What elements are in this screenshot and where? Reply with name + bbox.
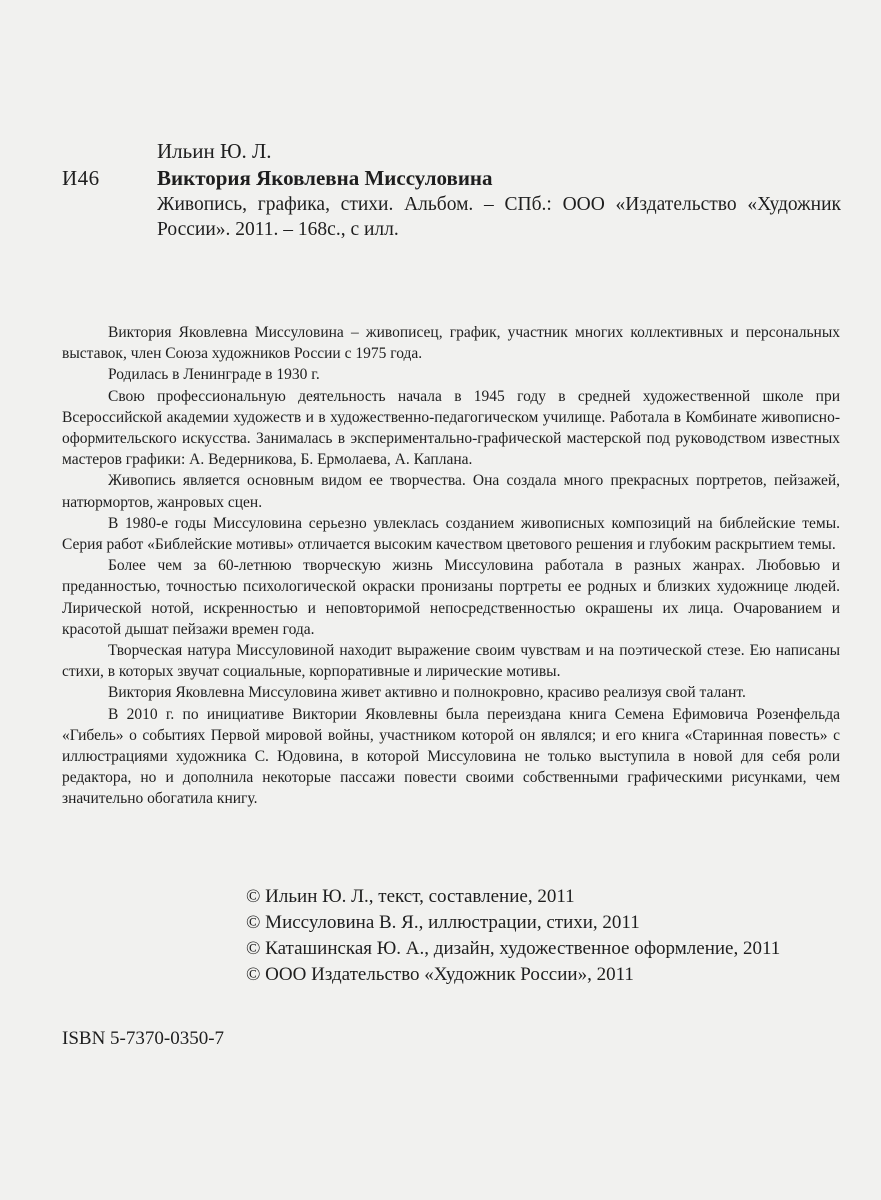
copyright-line: © Ильин Ю. Л., текст, составление, 2011: [246, 886, 575, 907]
paragraph: Виктория Яковлевна Миссуловина – живописец, график, участник многих коллективных и персональных выставок, член Союза художников России с 1975 года.: [62, 324, 840, 363]
title-row: [62, 164, 852, 192]
bibliographic-record: [62, 138, 852, 242]
paragraph: Родилась в Ленинграде в 1930 г.: [108, 366, 320, 384]
copyright-line: © Каташинская Ю. А., дизайн, художественное оформление, 2011: [246, 938, 781, 959]
paragraph: Свою профессиональную деятельность начала в 1945 году в средней художественной школе при Всероссийской академии художеств и в художественно-педагогическом училище. Работала в Комбинате живописно-оформительского искусства. Занималась в экспериментально-графической мастерской под руководством известных мастеров графики: А. Ведерникова, Б. Ермолаева, А. Каплана.: [62, 387, 840, 469]
author-heading: Ильин Ю. Л.: [157, 139, 272, 163]
copyright-block: [246, 884, 780, 988]
isbn: ISBN 5-7370-0350-7: [62, 1028, 225, 1049]
paragraph: В 2010 г. по инициативе Виктории Яковлевны была переиздана книга Семена Ефимовича Розенфельда «Гибель» о событиях Первой мировой войны, участником которой он являлся; и его книга «Старинная повесть» с иллюстрациями художника С. Юдовина, в которой Миссуловина не только выступила в новой для себя роли редактора, но и дополнила некоторые пассажи повести своими собственными графическими рисунками, чем значительно обогатила книгу.: [62, 705, 840, 808]
paragraph: В 1980-е годы Миссуловина серьезно увлеклась созданием живописных композиций на библейские темы. Серия работ «Библейские мотивы» отличается высоким качеством цветового решения и глубоким раскрытием темы.: [62, 514, 840, 554]
paragraph: Виктория Яковлевна Миссуловина живет активно и полнокровно, красиво реализуя свой талант.: [108, 684, 746, 702]
paragraph: Живопись является основным видом ее творчества. Она создала много прекрасных портретов, пейзажей, натюрмортов, жанровых сцен.: [62, 472, 840, 511]
paragraph: Творческая натура Миссуловиной находит выражение своим чувствам и на поэтической стезе. Ею написаны стихи, в которых звучат социальные, корпоративные и лирические мотивы.: [62, 642, 840, 681]
book-title: Виктория Яковлевна Миссуловина: [157, 166, 493, 190]
copyright-line: © ООО Издательство «Художник России», 2011: [246, 964, 634, 985]
paragraph: Более чем за 60-летнюю творческую жизнь Миссуловина работала в разных жанрах. Любовью и преданностью, точностью психологической окраски пронизаны портреты ее родных и близких художнице людей. Лирической нотой, искренностью и неповторимой непосредственностью окрашены их лица. Очарованием и красотой дышат пейзажи времен года.: [62, 557, 840, 638]
library-code: И46: [62, 166, 100, 190]
copyright-line: © Миссуловина В. Я., иллюстрации, стихи, 2011: [246, 912, 640, 933]
bibliographic-description: Живопись, графика, стихи. Альбом. – СПб.: ООО «Издательство «Художник России». 2011. – 168с., с илл.: [157, 194, 841, 240]
annotation-text: [62, 322, 840, 810]
